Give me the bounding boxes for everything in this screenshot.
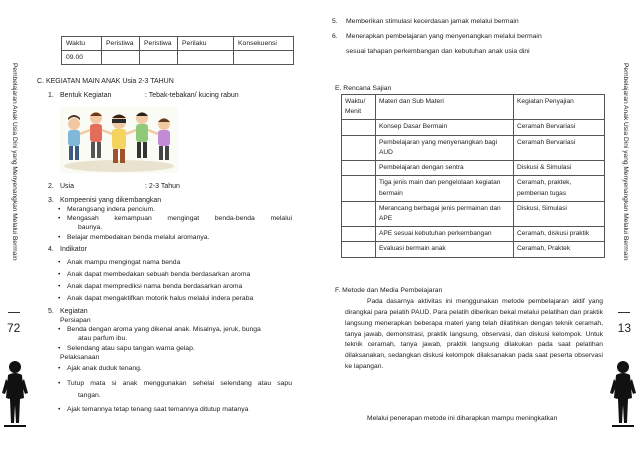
table-header-cell: Peristiwa <box>102 37 140 51</box>
table-cell <box>342 135 376 160</box>
table-row <box>62 37 294 51</box>
item-1 <box>48 91 239 100</box>
table-row <box>342 227 605 242</box>
table-header-cell: Waktu/ Menit <box>342 95 376 120</box>
table-row <box>342 176 605 201</box>
item-text: Menerapkan pembelajaran yang menyenangkan melalui bermain <box>346 33 542 40</box>
right-running-head: Pembelajaran Anak Usia Dini yang Menyenangkan Melalui Bermain <box>622 63 629 261</box>
table-header-cell: Konsekuensi <box>234 37 294 51</box>
item-label: Kegiatan <box>60 308 88 315</box>
item-label: Bentuk Kegiatan <box>60 92 112 99</box>
item-text: Memberikan stimulasi kecerdasan jamak melalui bermain <box>346 18 519 25</box>
child-silhouette-icon <box>610 353 636 433</box>
item-number: 4. <box>48 246 54 253</box>
page-number-rule <box>8 312 20 313</box>
table-row <box>342 242 605 257</box>
list-item: • Selendang atau sapu tangan warna gelap. <box>67 344 292 353</box>
item-6-right <box>332 32 542 41</box>
item-4 <box>48 245 87 254</box>
list-item: • Merangsang indera pencium. <box>67 205 292 214</box>
table-row <box>342 95 605 120</box>
list-item: • Anak dapat memprediksi nama benda berdasarkan aroma <box>67 282 292 291</box>
table-cell <box>342 161 376 176</box>
list-item: • Ajak temannya tetap tenang saat temannya ditutup matanya <box>67 405 292 414</box>
list-item: • Belajar membedakan benda melalui aromanya. <box>67 233 292 242</box>
table-header-cell: Waktu <box>62 37 102 51</box>
list-item: • Anak mampu mengingat nama benda <box>67 258 292 267</box>
observation-table <box>61 36 294 65</box>
table-row <box>342 161 605 176</box>
section-heading-c: C. KEGIATAN MAIN ANAK Usia 2-3 TAHUN <box>37 78 174 85</box>
table-cell <box>342 120 376 135</box>
item-number: 6. <box>332 33 338 40</box>
item-2 <box>48 182 180 191</box>
table-cell: Pembelajaran dengan sentra <box>376 161 514 176</box>
item-number: 3. <box>48 197 54 204</box>
table-row <box>62 51 294 65</box>
table-row <box>342 201 605 226</box>
item-label: Usia <box>60 183 75 190</box>
section-heading-f: F. Metode dan Media Pembelajaran <box>335 287 443 294</box>
table-cell <box>102 51 140 65</box>
left-running-head: Pembelajaran Anak Usia Dini yang Menyenangkan Melalui Bermain <box>10 63 18 261</box>
item-label: Indikator <box>60 246 87 253</box>
table-cell: Ceramah, praktek, pemberian tugas <box>514 176 605 201</box>
table-cell: Diskusi, Simulasi <box>514 201 605 226</box>
list-item: • Ajak anak duduk tenang. <box>67 364 292 373</box>
item-number: 5. <box>332 18 338 25</box>
table-cell <box>342 227 376 242</box>
table-cell: Evaluasi bermain anak <box>376 242 514 257</box>
list-item-continuation: tangan. <box>78 392 101 399</box>
list-item: • Anak dapat membedakan sebuah benda berdasarkan aroma <box>67 270 292 279</box>
table-header-cell: Materi dan Sub Materi <box>376 95 514 120</box>
paragraph-2: Melalui penerapan metode ini diharapkan mampu meningkatkan <box>367 415 558 422</box>
lesson-plan-table <box>341 94 605 258</box>
section-heading-e: E. Rencana Sajian <box>335 85 392 92</box>
paragraph-1: Pada dasarnya aktivitas ini menggunakan metode pembelajaran aktif yang dirangkai para pelatih PAUD. Para pelatih diberikan bekal melalui pelatihan dan praktik langsung menerapkan beberapa materi yang telah dilatihkan dengan teknik ceramah, tanya jawab, demonstrasi, praktik langsung, observasi, dan diskusi kelompok. Untuk teknik ceramah, tanya jawab, praktik langsung dilakukan pada saat pelatihan dilaksanakan, sedangkan diskusi kelompok dilaksanakan pada saat peserta observasi ke lapangan. <box>345 298 603 371</box>
table-cell <box>140 51 178 65</box>
page-number-left: 72 <box>7 321 21 335</box>
table-cell: Merancang berbagai jenis permainan dan APE <box>376 201 514 226</box>
children-playing-illustration <box>60 106 178 173</box>
page-number-rule <box>618 312 630 313</box>
table-cell <box>342 201 376 226</box>
item-number: 1. <box>48 92 54 99</box>
table-header-cell: Peristiwa <box>140 37 178 51</box>
item-5-right <box>332 17 519 26</box>
item-value: : 2-3 Tahun <box>145 183 180 190</box>
table-cell <box>342 176 376 201</box>
list-item-continuation: atau parfum ibu. <box>78 335 128 342</box>
item-6-continuation: sesuai tahapan perkembangan dan kebutuhan anak usia dini <box>346 48 530 55</box>
table-cell: 09.00 <box>62 51 102 65</box>
table-cell: Tiga jenis main dan pengelolaan kegiatan bermain <box>376 176 514 201</box>
item-label: Kompeenisi yang dikembangkan <box>60 197 162 204</box>
table-cell <box>342 242 376 257</box>
table-cell: Pembelajaran yang menyenangkan bagi AUD <box>376 135 514 160</box>
table-cell: Ceramah Bervariasi <box>514 120 605 135</box>
list-item: • Mengasah kemampuan mengingat benda-benda melalui <box>67 214 292 223</box>
table-cell: Diskusi & Simulasi <box>514 161 605 176</box>
list-item-continuation: baunya. <box>78 224 103 231</box>
item-number: 2. <box>48 183 54 190</box>
table-row <box>342 120 605 135</box>
table-header-cell: Perilaku <box>178 37 234 51</box>
table-cell: Konsep Dasar Bermain <box>376 120 514 135</box>
list-item: • Benda dengan aroma yang dikenal anak. Misalnya, jeruk, bunga <box>67 325 292 334</box>
pelaksanaan-label: Pelaksanaan <box>60 354 100 361</box>
child-silhouette-icon <box>2 353 28 433</box>
table-cell <box>234 51 294 65</box>
table-row <box>342 135 605 160</box>
list-item: • Tutup mata si anak menggunakan sehelai selendang atau sapu <box>67 379 292 388</box>
page-number-right: 13 <box>617 321 631 335</box>
table-cell: APE sesuai kebutuhan perkembangan <box>376 227 514 242</box>
table-cell <box>178 51 234 65</box>
list-item: • Anak dapat mengaktifkan motorik halus melalui indera peraba <box>67 294 292 303</box>
table-cell: Ceramah Bervariasi <box>514 135 605 160</box>
item-value: : Tebak-tebakan/ kucing rabun <box>145 92 239 99</box>
table-header-cell: Kegiatan Penyajian <box>514 95 605 120</box>
persiapan-label: Persiapan <box>60 317 91 324</box>
table-cell: Ceramah, Praktek <box>514 242 605 257</box>
item-number: 5. <box>48 308 54 315</box>
table-cell: Ceramah, diskusi praktik <box>514 227 605 242</box>
